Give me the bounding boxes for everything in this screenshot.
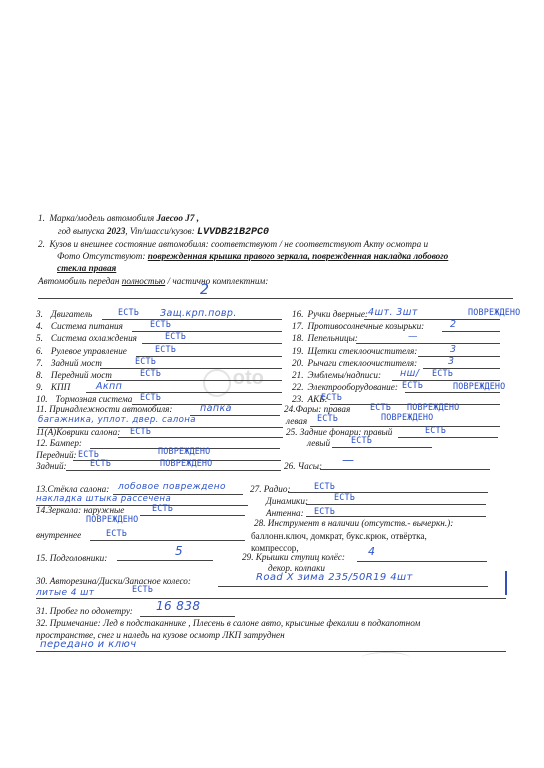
item-stamp: ЕСТЬ: [432, 368, 453, 378]
item-11-hw1: папка: [200, 403, 232, 414]
item-number: 8.: [36, 370, 43, 380]
item-13-hw1: лобовое повреждено: [118, 482, 226, 492]
item-14-outer-stamp: ЕСТЬ: [152, 503, 173, 513]
item-29-hw: 4: [368, 545, 376, 558]
vin-value: LVVDB21B2PC0: [197, 227, 270, 238]
item-label: Ручки дверные:: [307, 309, 368, 319]
item-stamp: ЕСТЬ: [118, 307, 139, 317]
item-stamp: ЕСТЬ: [140, 392, 161, 403]
line: [418, 356, 500, 357]
left-item-row: [36, 358, 102, 369]
item-label: Задний мост: [50, 357, 102, 368]
line: [132, 331, 282, 332]
line: [332, 447, 432, 448]
item-stamp: ЕСТЬ: [402, 380, 423, 391]
line: [218, 586, 488, 587]
item-31-hw: 16 838: [156, 599, 201, 613]
item-handwriting: 3: [450, 343, 457, 355]
item-32-hw: передано и ключ: [40, 639, 137, 650]
line: [140, 616, 235, 617]
left-item-row: [36, 309, 92, 320]
item-11-hw2: багажника, уплот. двер. салона: [38, 415, 196, 425]
line: [364, 319, 500, 320]
item-11a-label: 11(А)Коврики салона:: [36, 427, 121, 437]
line: [442, 331, 500, 332]
item-stamp: ЕСТЬ: [135, 355, 156, 366]
item-13-label: 13.Стёкла салона:: [36, 484, 110, 494]
item-1: 1. Марка/модель автомобиля Jaecoo J7 ,: [38, 213, 200, 223]
line: [288, 492, 488, 493]
item-30-label: 30. Авторезина/Диски/Запасное колесо:: [36, 576, 191, 586]
item-label: АКБ:: [307, 394, 328, 405]
item-24-left-stamp2: ПОВРЕЖДЕНО: [381, 412, 434, 422]
item-label: Эмблемы/надписи:: [307, 370, 382, 380]
line: [117, 560, 213, 561]
item-stamp: ЕСТЬ: [321, 392, 342, 403]
item-label: Передний мост: [50, 370, 112, 380]
left-item-row: [36, 370, 112, 381]
item-number: 6.: [36, 345, 43, 356]
item-12-rear-stamp: ЕСТЬ: [90, 458, 111, 468]
item-number: 3.: [36, 309, 43, 319]
item-handwriting: 4шт. 3шт: [368, 307, 418, 318]
item-number: 23.: [292, 394, 304, 405]
item-2: 2. Кузов и внешнее состояние автомобиля: соответствуют / не соответствуют Акту осмотра и: [38, 239, 429, 249]
item-27-stamp: ЕСТЬ: [314, 481, 335, 491]
item-number: 20.: [292, 357, 304, 368]
item-handwriting: 2: [450, 319, 457, 331]
item-27-speakers: Динамики:: [266, 496, 308, 506]
line: [100, 368, 282, 369]
left-item-row: [36, 346, 127, 357]
item-13-hw2: накладка штыка рассечена: [36, 494, 172, 504]
item-label: Щетки стеклоочистителя:: [307, 345, 418, 356]
item-number: 22.: [292, 382, 304, 393]
right-item-row: [292, 321, 424, 332]
item-1b: год выпуска 2023, Vin/шасси/кузов: LVVDB21B2PC0: [58, 226, 270, 238]
item-handwriting: —: [408, 331, 418, 343]
item-25-stamp: ЕСТЬ: [425, 425, 446, 435]
item-14-inner-stamp: ЕСТЬ: [106, 528, 127, 538]
item-27-label: 27. Радио:: [250, 484, 291, 494]
item-27-antenna: Антенна:: [266, 508, 304, 518]
right-item-row: [292, 382, 398, 393]
line: [306, 504, 486, 505]
item-32-line2: пространстве, снег и наледь на кузове осмотр ЛКП затруднен: [36, 630, 285, 640]
line: [118, 437, 283, 438]
item-27-speakers-stamp: ЕСТЬ: [334, 492, 355, 502]
watermark: oto: [205, 367, 264, 389]
item-label: Пепельницы:: [307, 333, 358, 344]
right-item-row: [292, 309, 368, 320]
item-24-left: левая: [286, 416, 308, 426]
line: [90, 540, 245, 541]
item-24-stamp2: ПОВРЕЖДЕНО: [407, 402, 460, 412]
item-15-hw: 5: [175, 544, 184, 558]
right-item-row: [292, 346, 417, 357]
item-handwriting: Акпп: [96, 381, 123, 393]
item-27-antenna-stamp: ЕСТЬ: [314, 506, 335, 516]
item-11a-stamp: ЕСТЬ: [130, 426, 151, 436]
item-2-photo: Фото Отсутствуют: поврежденная крышка правого зеркала, поврежденная накладка лобового: [57, 251, 449, 261]
item-number: 18.: [292, 333, 304, 344]
item-14-inner: внутреннее: [36, 530, 82, 540]
item-12-front-stamp: ЕСТЬ: [78, 449, 99, 459]
item-31-label: 31. Пробег по одометру:: [36, 606, 133, 616]
item-29-sub: декор. колпаки: [268, 563, 325, 573]
item-26-label: 26. Часы:: [284, 461, 323, 471]
item-14-outer-stamp2: ПОВРЕЖДЕНО: [86, 514, 139, 524]
item-label: Система охлаждения: [50, 333, 137, 344]
item-handwriting: нш/: [400, 368, 420, 379]
line: [86, 392, 282, 393]
line: [320, 469, 490, 470]
item-label: Двигатель: [50, 309, 93, 319]
item-29-label: 29. Крышки ступиц колёс:: [242, 552, 345, 562]
item-label: Тормозная система: [55, 394, 133, 405]
item-handwriting: Защ.крп.повр.: [160, 308, 237, 319]
item-24-label: 24.Фары: правая: [284, 404, 351, 414]
line: [136, 356, 282, 357]
item-label: Противосолнечные козырьки:: [307, 321, 425, 332]
line: [398, 437, 498, 438]
item-12-front-stamp2: ПОВРЕЖДЕНО: [158, 446, 211, 456]
item-stamp: ПОВРЕЖДЕНО: [468, 307, 521, 317]
item-number: 5.: [36, 333, 43, 344]
item-label: Система питания: [50, 321, 123, 332]
item-30-hw1: Road X зима 235/50R19 4шт: [256, 572, 413, 583]
item-handwriting: 3: [448, 355, 455, 367]
item-label: Рычаги стеклоочистителя:: [307, 357, 418, 368]
item-number: 4.: [36, 321, 43, 332]
left-item-row: [36, 382, 70, 393]
item-30-stamp: ЕСТЬ: [132, 584, 153, 594]
item-32-line1: 32. Примечание: Лед в подстаканнике , Плесень в салоне авто, крысиные фекалии в подкапотном: [36, 618, 421, 628]
right-item-row: [292, 333, 358, 344]
item-25-left: левый: [307, 438, 331, 448]
item-12-front: Передний:: [36, 450, 77, 460]
line: [306, 516, 486, 517]
line: [36, 598, 506, 599]
item-number: 9.: [36, 382, 43, 393]
item-number: 19.: [292, 345, 304, 356]
item-number: 17.: [292, 321, 304, 332]
item-stamp: ЕСТЬ: [155, 343, 176, 354]
bracket: [505, 571, 507, 595]
line: [140, 515, 245, 516]
item-label: Электрооборудование:: [307, 382, 398, 393]
item-number: 21.: [292, 370, 304, 380]
item-12-rear-stamp2: ПОВРЕЖДЕНО: [160, 458, 213, 468]
line: [190, 415, 280, 416]
left-item-row: [36, 321, 123, 332]
line: [405, 392, 500, 393]
item-number: 7.: [36, 357, 43, 368]
item-2-photo-cont: стекла правая: [57, 263, 117, 273]
item-24-left-stamp: ЕСТЬ: [317, 413, 338, 423]
item-15-label: 15. Подголовники:: [36, 553, 108, 563]
item-stamp: ЕСТЬ: [165, 331, 186, 342]
divider: [38, 298, 513, 299]
item-stamp: ПОВРЕЖДЕНО: [453, 381, 506, 392]
item-25-left-stamp: ЕСТЬ: [351, 435, 372, 445]
transfer-handwriting: 2: [200, 282, 210, 298]
item-number: 16.: [292, 309, 304, 319]
item-24-stamp: ЕСТЬ: [370, 402, 391, 412]
line: [102, 319, 282, 320]
item-number: 10.: [36, 394, 48, 405]
item-28-line1: баллонн.ключ, домкрат, букс.крюк, отвёртка,: [251, 531, 427, 541]
line: [36, 651, 506, 652]
item-26-hw: —: [342, 453, 355, 467]
item-25-label: 25. Задние фонари: правый: [286, 427, 393, 437]
item-stamp: ЕСТЬ: [140, 368, 161, 378]
line: [106, 380, 282, 381]
item-30-hw2: литые 4 шт: [36, 588, 95, 598]
item-28-label: 28. Инструмент в наличии (отсутств.- вычеркн.):: [254, 518, 454, 528]
line: [66, 470, 281, 471]
left-item-row: [36, 333, 137, 344]
item-14-label: 14.Зеркала: наружные: [36, 505, 125, 515]
faint-stamp-icon: [362, 652, 410, 663]
item-28-line2: компрессор,: [251, 543, 299, 553]
item-11-label: 11. Принадлежности автомобиля:: [36, 404, 173, 414]
line: [357, 561, 487, 562]
transfer-line: Автомобиль передан полностью / частично комплектним:: [38, 276, 269, 286]
item-label: КПП: [50, 382, 71, 393]
item-stamp: ЕСТЬ: [150, 319, 171, 330]
right-item-row: [292, 358, 417, 369]
item-12-rear: Задний:: [36, 461, 67, 471]
line: [356, 343, 500, 344]
item-label: Рулевое управление: [50, 345, 127, 356]
right-item-row: [292, 370, 381, 381]
item-12-label: 12. Бампер:: [36, 438, 82, 448]
